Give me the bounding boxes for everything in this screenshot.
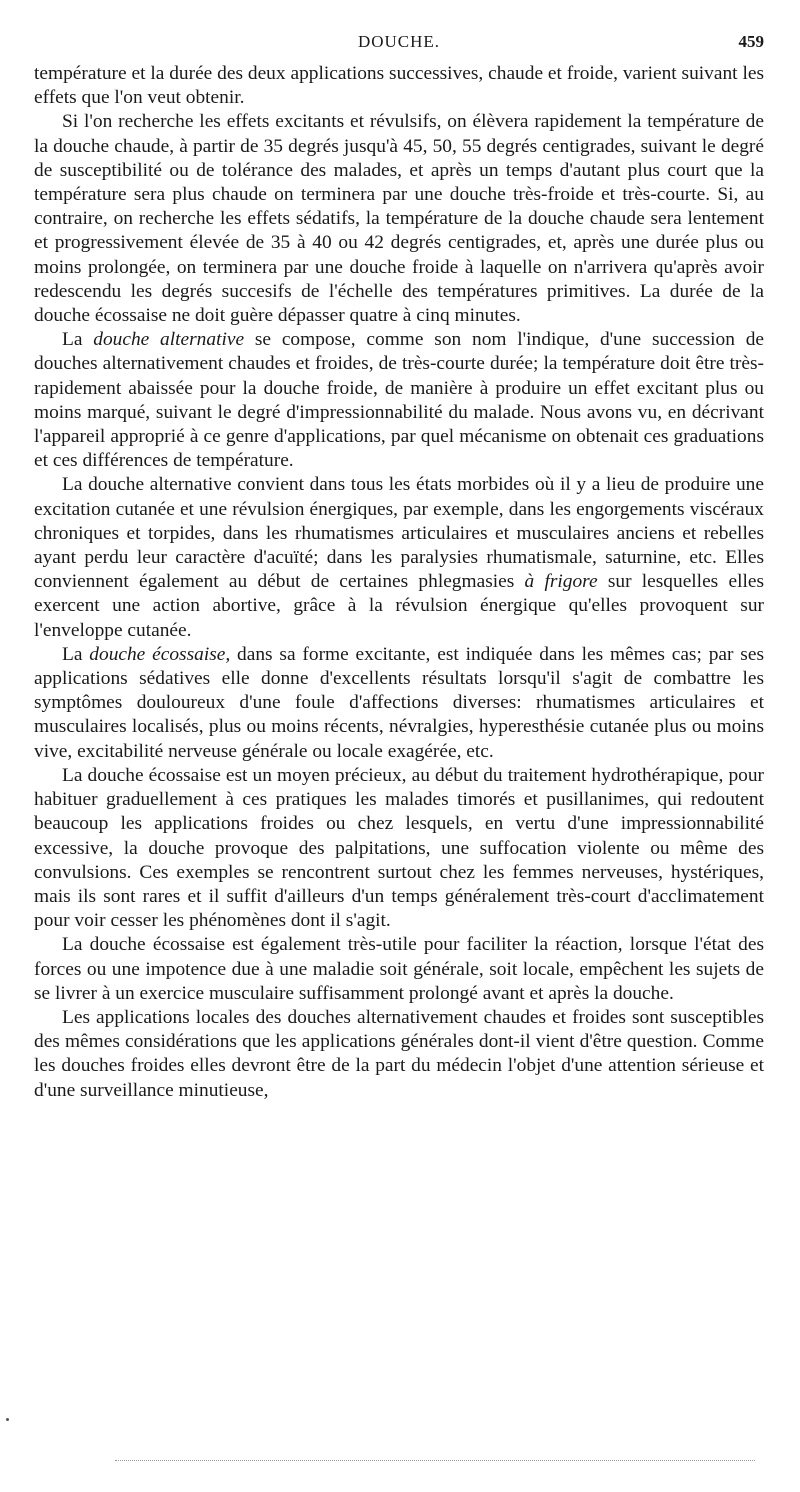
- bottom-rule: [115, 1460, 755, 1461]
- text-run: sur lesquelles elles exercent une action abortive, grâce à la révulsion énergique qu'elles provoquent sur l'enveloppe cutanée.: [34, 571, 764, 641]
- text-run: La: [62, 643, 90, 665]
- page-number: 459: [738, 32, 764, 51]
- text-run: La douche écossaise est également très-utile pour faciliter la réaction, lorsque l'état des forces ou une impotence due à une maladie soit générale, soit locale, empêchent les sujets de se livrer à un exercice musculaire suffisamment prolongé avant et après la douche.: [34, 934, 764, 1004]
- body-text: [34, 62, 764, 1103]
- paragraph: [34, 643, 764, 764]
- italic-term: douche écossaise,: [89, 643, 231, 665]
- text-run: La douche écossaise est un moyen précieux, au début du traitement hydrothérapique, pour habituer graduellement à ces pratiques les malades timorés et pusillanimes, qui redoutent beaucoup les applications froides ou chez lesquels, en vertu d'une impressionnabilité excessive, la douche provoque des palpitations, une suffocation violente ou même des convulsions. Ces exemples se rencontrent surtout chez les femmes nerveuses, hystériques, mais ils sont rares et il suffit d'ailleurs d'un temps généralement très-court d'acclimatement pour voir cesser les phénomènes dont il s'agit.: [34, 764, 764, 932]
- paragraph: [34, 62, 764, 110]
- paragraph: [34, 933, 764, 1006]
- text-run: dans sa forme excitante, est indiquée dans les mêmes cas; par ses applications sédatives elle donne d'excellents résultats lorsqu'il s'agit de combattre les symptômes douloureux d'une foule d'affections diverses: rhumatismes articulaires et musculaires localisés, plus ou moins récents, névralgies, hyperesthésie cutanée plus ou moins vive, excitabilité nerveuse générale ou locale exagérée, etc.: [34, 643, 764, 762]
- paragraph: [34, 473, 764, 642]
- text-run: température et la durée des deux applications successives, chaude et froide, varient suivant les effets que l'on veut obtenir.: [34, 63, 764, 109]
- running-head-title: DOUCHE.: [357, 32, 441, 51]
- text-run: Si l'on recherche les effets excitants et révulsifs, on élèvera rapidement la température de la douche chaude, à partir de 35 degrés jusqu'à 45, 50, 55 degrés centigrades, suivant le degré de susceptibilité ou de tolérance des malades, et après un temps d'autant plus court que la température sera plus chaude on terminera par une douche très-froide et très-courte. Si, au contraire, on recherche les effets sédatifs, la température de la douche chaude sera lentement et progressivement élevée de 35 à 40 ou 42 degrés centigrades, et, après une durée plus ou moins prolongée, on terminera par une douche froide à laquelle on n'arrivera qu'après avoir redescendu les degrés succesifs de l'échelle des températures primitives. La durée de la douche écossaise ne doit guère dépasser quatre à cinq minutes.: [34, 111, 764, 327]
- running-head: [34, 32, 764, 54]
- scan-speck: [6, 1418, 9, 1421]
- text-run: Les applications locales des douches alternativement chaudes et froides sont susceptibles des mêmes considérations que les applications générales dont-il vient d'être question. Comme les douches froides elles devront être de la part du médecin l'objet d'une attention sérieuse et d'une surveillance minutieuse,: [34, 1006, 764, 1101]
- paragraph: [34, 1006, 764, 1103]
- italic-term: douche alternative: [93, 329, 245, 351]
- text-run: La douche alternative convient dans tous les états morbides où il y a lieu de produire une excitation cutanée et une révulsion énergiques, par exemple, dans les engorgements viscéraux chroniques et torpides, dans les rhumatismes articulaires et musculaires anciens et rebelles ayant perdu leur caractère d'acuïté; dans les paralysies rhumatismale, saturnine, etc. Elles conviennent également au début de certaines phlegmasies: [34, 474, 764, 593]
- paragraph: [34, 328, 764, 473]
- text-run: se compose, comme son nom l'indique, d'une succession de douches alternativement chaudes et froides, de très-courte durée; la température doit être très-rapidement abaissée pour la douche froide, de manière à produire un effet excitant plus ou moins marqué, suivant le degré d'impressionnabilité du malade. Nous avons vu, en décrivant l'appareil approprié à ce genre d'applications, par quel mécanisme on obtenait ces graduations et ces différences de température.: [34, 329, 764, 472]
- text-run: La: [62, 329, 94, 351]
- paragraph: [34, 110, 764, 328]
- italic-term: à frigore: [524, 571, 598, 593]
- paragraph: [34, 764, 764, 933]
